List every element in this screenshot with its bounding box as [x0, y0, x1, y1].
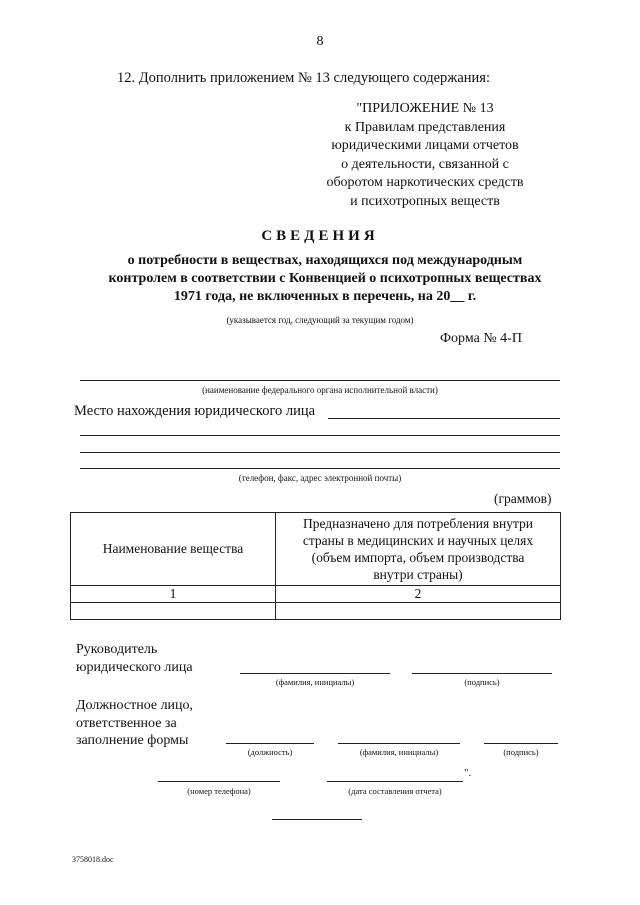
- document-title: СВЕДЕНИЯ: [261, 228, 379, 244]
- appendix-line: юридическими лицами отчетов: [331, 138, 519, 153]
- location-line-2: [80, 435, 560, 436]
- official-label: [76, 697, 193, 750]
- official-name-line[interactable]: [338, 743, 460, 744]
- official-name-caption: (фамилия, инициалы): [359, 747, 439, 757]
- header-line: (объем импорта, объем производства: [311, 550, 525, 565]
- document-subtitle: [95, 252, 555, 306]
- phone-caption: (телефон, факс, адрес электронной почты): [238, 473, 402, 483]
- location-line: [328, 418, 560, 419]
- date-line[interactable]: [327, 781, 463, 782]
- official-label-line: Должностное лицо,: [76, 698, 194, 713]
- phone-line[interactable]: [158, 781, 280, 782]
- location-line-3: [80, 452, 560, 453]
- head-label: [76, 641, 193, 676]
- official-label-line: ответственное за: [76, 715, 177, 731]
- closing-quote: ".: [464, 767, 472, 779]
- official-signature-line[interactable]: [484, 743, 558, 744]
- separator-line: [272, 819, 362, 820]
- head-signature-line[interactable]: [412, 673, 552, 674]
- subtitle-line: о потребности в веществах, находящихся под международным: [127, 253, 523, 268]
- date-caption: (дата составления отчета): [348, 786, 442, 796]
- subtitle-line: контролем в соответствии с Конвенцией о психотропных веществах: [108, 271, 542, 286]
- official-signature-caption: (подпись): [503, 747, 539, 757]
- year-note: (указывается год, следующий за текущим годом): [226, 315, 414, 325]
- amendment-paragraph: 12. Дополнить приложением № 13 следующего содержания:: [117, 70, 490, 86]
- file-name-footer: 3758018.doc: [72, 855, 114, 864]
- head-name-caption: (фамилия, инициалы): [275, 677, 355, 687]
- org-caption: (наименование федерального органа исполнительной власти): [202, 385, 438, 395]
- contacts-line: [80, 468, 560, 469]
- header-substance-name: Наименование вещества: [71, 513, 276, 586]
- head-name-line[interactable]: [240, 673, 390, 674]
- header-line: Предназначено для потребления внутри: [302, 516, 533, 531]
- header-line: страны в медицинских и научных целях: [302, 533, 534, 548]
- appendix-line: и психотропных веществ: [350, 193, 500, 209]
- page-number: 8: [316, 34, 324, 49]
- org-name-line: [80, 380, 560, 381]
- head-label-line: Руководитель: [76, 642, 158, 657]
- table-header-row: [71, 513, 561, 586]
- appendix-header: [300, 100, 550, 211]
- appendix-line: оборотом наркотических средств: [326, 175, 524, 190]
- head-signature-caption: (подпись): [464, 677, 500, 687]
- column-number: 1: [71, 586, 276, 603]
- column-number: 2: [276, 586, 561, 603]
- table-cell[interactable]: [276, 603, 561, 620]
- header-line: внутри страны): [373, 567, 463, 582]
- location-label: Место нахождения юридического лица: [74, 403, 316, 419]
- header-consumption: [276, 513, 561, 586]
- appendix-line: "ПРИЛОЖЕНИЕ № 13: [356, 101, 494, 116]
- official-position-caption: (должность): [247, 747, 293, 757]
- appendix-line: к Правилам представления: [344, 119, 506, 135]
- form-number: Форма № 4-П: [440, 331, 522, 346]
- subtitle-line: 1971 года, не включенных в перечень, на 20__ г.: [173, 289, 477, 304]
- table-cell[interactable]: [71, 603, 276, 620]
- units-label: (граммов): [494, 491, 552, 506]
- substance-table: [70, 512, 561, 620]
- table-row: [71, 603, 561, 620]
- phone-caption: (номер телефона): [187, 786, 251, 796]
- appendix-line: о деятельности, связанной с: [341, 156, 509, 172]
- head-label-line: юридического лица: [76, 659, 193, 675]
- official-position-line[interactable]: [226, 743, 314, 744]
- official-label-line: заполнение формы: [76, 733, 189, 748]
- column-number-row: [71, 586, 561, 603]
